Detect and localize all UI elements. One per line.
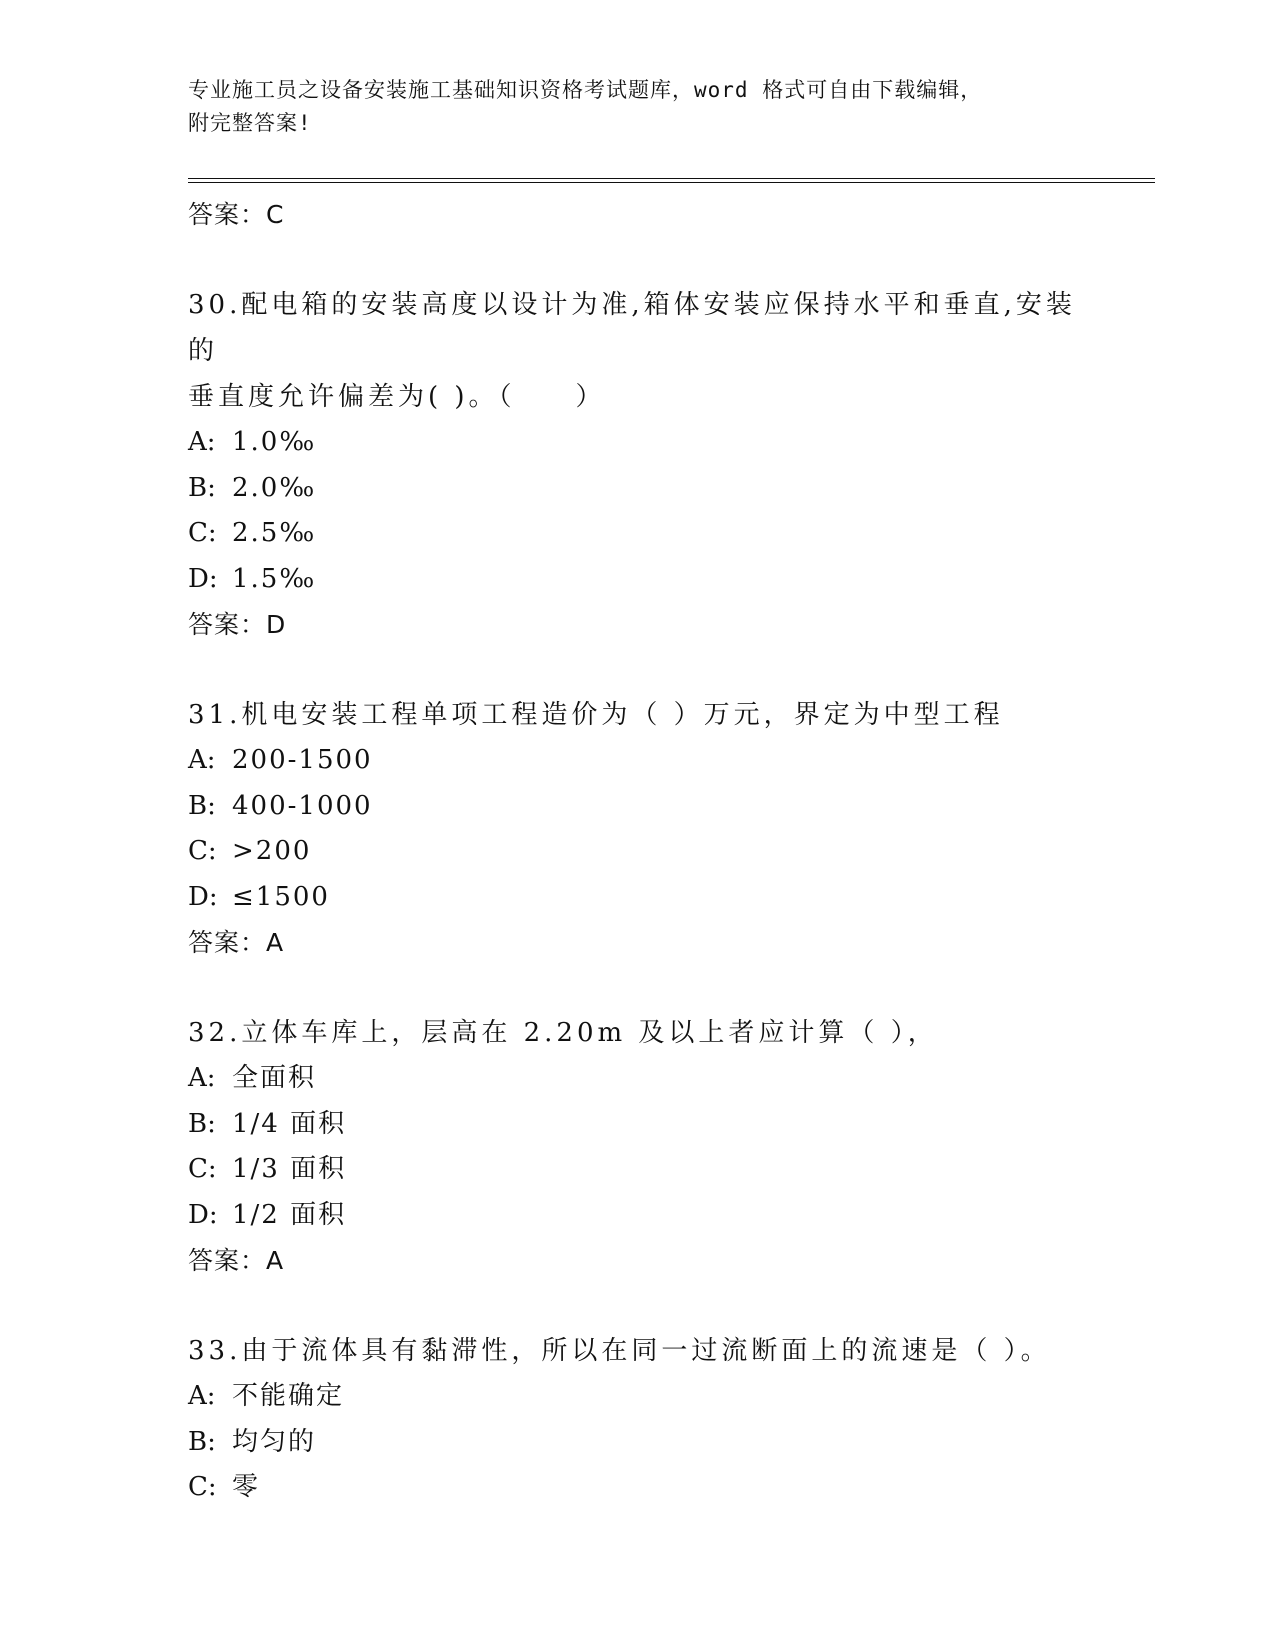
option-d [188, 557, 1088, 603]
question-stem-line-1: 31.机电安装工程单项工程造价为（ ）万元，界定为中型工程 [188, 700, 1004, 730]
option-letter: C: [188, 1154, 217, 1184]
option-letter: C: [188, 1472, 217, 1502]
answer-line: 答案：D [188, 610, 287, 639]
question-stem [188, 282, 1088, 420]
header-rule-top [188, 178, 1155, 179]
question-stem-line-1: 30.配电箱的安装高度以设计为准,箱体安装应保持水平和垂直,安装的 [188, 290, 1076, 366]
option-letter: A: [188, 1381, 216, 1411]
option-letter: A: [188, 427, 216, 457]
document-header [188, 74, 1068, 140]
option-text: 1.5‰ [232, 563, 317, 594]
option-text: 1/4 面积 [232, 1108, 347, 1139]
question-30 [188, 282, 1088, 648]
header-line-1: 专业施工员之设备安装施工基础知识资格考试题库，word 格式可自由下载编辑， [188, 78, 983, 102]
option-text: 2.5‰ [232, 518, 317, 548]
option-c [188, 1147, 1088, 1193]
option-letter: D: [188, 563, 218, 594]
option-letter: B: [188, 1108, 216, 1139]
question-stem [188, 692, 1088, 738]
question-32 [188, 1010, 1088, 1284]
option-c [188, 511, 1088, 557]
option-b [188, 466, 1088, 512]
question-stem-line-1: 33.由于流体具有黏滞性，所以在同一过流断面上的流速是（ ）。 [188, 1336, 1051, 1366]
answer-line: 答案：A [188, 1246, 285, 1275]
header-rule-bottom [188, 182, 1155, 183]
option-letter: B: [188, 1426, 216, 1457]
option-b [188, 1102, 1088, 1148]
option-b [188, 1420, 1088, 1466]
option-letter: A: [188, 1063, 216, 1093]
question-list [188, 188, 1088, 1511]
option-a [188, 738, 1088, 784]
option-text: 1/2 面积 [232, 1199, 347, 1230]
option-text: 零 [232, 1472, 261, 1502]
question-33 [188, 1328, 1088, 1511]
option-text: 均匀的 [232, 1426, 317, 1457]
option-text: 200-1500 [232, 745, 373, 775]
question-stem-line-2: 垂直度允许偏差为( )。（ ） [188, 382, 606, 412]
question-stem [188, 1328, 1088, 1374]
option-letter: B: [188, 472, 216, 503]
option-text: 1.0‰ [232, 427, 317, 457]
question-stem [188, 1010, 1088, 1056]
option-letter: D: [188, 1199, 218, 1230]
option-text: 400-1000 [232, 790, 373, 821]
option-c [188, 1465, 1088, 1511]
option-letter: C: [188, 836, 217, 866]
option-d [188, 1193, 1088, 1239]
option-letter: D: [188, 881, 218, 912]
previous-answer: 答案：C [188, 200, 285, 229]
option-d [188, 875, 1088, 921]
option-b [188, 784, 1088, 830]
option-letter: C: [188, 518, 217, 548]
header-line-2: 附完整答案! [188, 111, 312, 135]
option-a [188, 1056, 1088, 1102]
option-a [188, 1374, 1088, 1420]
option-letter: B: [188, 790, 216, 821]
option-text: ≤1500 [232, 881, 330, 912]
option-text: 不能确定 [232, 1381, 345, 1411]
answer-line: 答案：A [188, 928, 285, 957]
option-letter: A: [188, 745, 216, 775]
option-text: >200 [232, 836, 312, 866]
option-text: 2.0‰ [232, 472, 317, 503]
question-stem-line-1: 32.立体车库上，层高在 2.20m 及以上者应计算（ ）， [188, 1018, 938, 1048]
option-text: 1/3 面积 [232, 1154, 347, 1184]
question-31 [188, 692, 1088, 966]
option-a [188, 420, 1088, 466]
option-c [188, 829, 1088, 875]
option-text: 全面积 [232, 1063, 317, 1093]
